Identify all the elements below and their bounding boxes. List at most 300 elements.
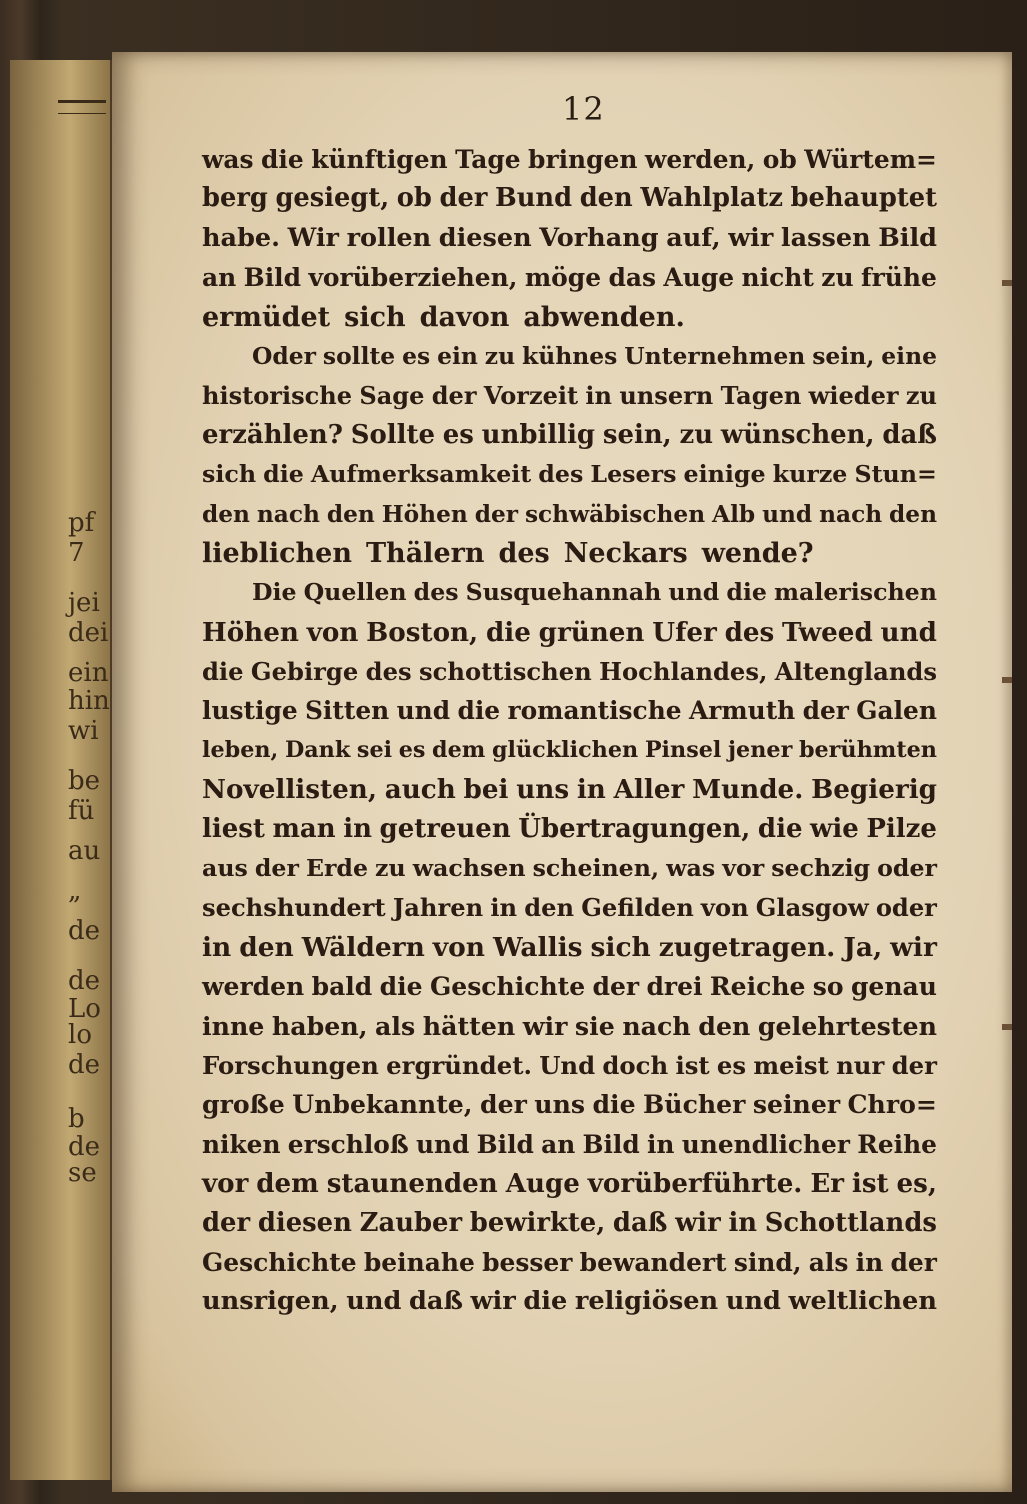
word: zu [484, 341, 516, 370]
word: die [523, 1286, 568, 1317]
word: den [326, 500, 375, 528]
word: einige [683, 460, 766, 489]
text-line [202, 967, 937, 1006]
word: der [890, 1247, 937, 1277]
word: Bild [878, 222, 937, 253]
word: den [202, 500, 250, 528]
word: Sollte [350, 419, 435, 450]
word: ob [762, 145, 797, 174]
word: bewirkte, [469, 1207, 606, 1238]
word: zu [905, 381, 937, 411]
word: sechzig [771, 854, 871, 883]
text-line [202, 652, 937, 691]
word: die [592, 1089, 636, 1120]
word: dem [432, 736, 486, 763]
word: ist [851, 1168, 889, 1200]
word: unbillig [481, 419, 596, 450]
word: nicht [741, 263, 814, 293]
word: Alb [712, 500, 756, 528]
word: berühmten [798, 736, 937, 763]
word: sechshundert [202, 893, 386, 923]
word: an [202, 263, 237, 293]
word: Bild [476, 1129, 534, 1159]
word: den [698, 1010, 751, 1041]
word: Reiche [709, 971, 806, 1002]
word: schottischen [419, 657, 592, 687]
word: zu [821, 263, 854, 293]
word: es [402, 341, 431, 370]
word: der [592, 971, 640, 1002]
word: Übertragungen, [518, 813, 751, 844]
word: wachsen [412, 854, 526, 883]
word: zu [679, 419, 714, 450]
text-line [202, 455, 937, 494]
word: von [700, 893, 749, 923]
word: niken [202, 1129, 281, 1159]
word: Boston, [366, 616, 479, 648]
word: sich [344, 301, 406, 333]
word: Auge [505, 1168, 580, 1200]
text-line [202, 849, 937, 888]
word: daß [882, 419, 937, 450]
word: der [891, 1050, 937, 1080]
word: und [725, 1286, 781, 1317]
word: scheinen, [532, 854, 660, 883]
word: vor [202, 1168, 249, 1200]
word: Novellisten, [202, 774, 377, 806]
word: des [538, 460, 584, 489]
word: meist [753, 1050, 829, 1080]
word: und [762, 500, 813, 528]
word: habe. [202, 222, 280, 253]
word: bewandert [579, 1247, 727, 1277]
text-line [202, 1046, 937, 1085]
text-line [202, 416, 937, 455]
word: Ja, [843, 931, 883, 963]
word: wünschen, [720, 419, 875, 450]
word: wie [810, 813, 859, 844]
word: bringen [528, 145, 638, 174]
word: leben, [202, 736, 279, 763]
text-line [202, 1125, 937, 1164]
previous-page-fragment: de [68, 1132, 101, 1162]
word: sein, [602, 419, 672, 450]
word: der [474, 500, 519, 528]
word: daß [612, 1207, 668, 1238]
word: des [498, 537, 550, 569]
word: hätten [422, 1010, 516, 1041]
word: Lesers [590, 460, 677, 489]
word: zu [375, 854, 406, 883]
word: historische [202, 381, 353, 411]
word: Jahren [392, 893, 484, 923]
word: nach [256, 500, 320, 528]
word: ergründet. [386, 1050, 532, 1080]
word: Höhen [202, 616, 299, 648]
previous-page-edge [10, 60, 112, 1480]
word: Unbekannte, [292, 1089, 473, 1120]
word: den [889, 500, 937, 528]
word: erschloß [287, 1129, 409, 1159]
word: in [855, 1247, 884, 1277]
word: den [239, 931, 294, 963]
word: sich [590, 931, 651, 963]
word: des [365, 657, 412, 687]
previous-page-fragment: be [68, 766, 101, 796]
word: abwenden. [523, 301, 685, 333]
word: Munde. [692, 774, 804, 806]
word: Bücher [643, 1089, 746, 1120]
word: als [375, 1010, 416, 1041]
word: in [646, 1129, 675, 1159]
text-line [202, 1204, 937, 1243]
word: Bild [582, 1129, 640, 1159]
previous-page-fragment: au [68, 836, 101, 866]
page-edge-mark [1002, 1024, 1012, 1030]
word: Oder [252, 341, 316, 370]
word: rollen [346, 222, 432, 253]
word: die [379, 971, 423, 1002]
word: und [415, 1129, 470, 1159]
word: Wahlplatz [640, 183, 783, 214]
word: an [541, 1129, 576, 1159]
text-line [202, 1007, 937, 1046]
word: sollte [322, 341, 396, 370]
word: drei [646, 971, 703, 1002]
word: lieblichen [202, 537, 352, 569]
word: Wallis [492, 931, 583, 963]
word: Erde [305, 854, 368, 883]
previous-page-fragment: se [68, 1158, 97, 1188]
word: Hochlandes, [599, 657, 768, 687]
text-line [202, 770, 937, 809]
word: eine [881, 341, 937, 370]
word: Ufer [652, 616, 717, 648]
word: es [442, 419, 474, 450]
word: behauptet [790, 183, 937, 214]
word: Gebirge [250, 657, 359, 687]
word: inne [202, 1010, 265, 1041]
word: sie [574, 1010, 615, 1041]
word: große [202, 1089, 285, 1120]
word: uns [534, 1089, 586, 1120]
word: Würtem= [804, 145, 937, 174]
text-line [202, 258, 937, 297]
word: das [608, 263, 657, 293]
word: ein [437, 341, 478, 370]
word: Sage [359, 381, 425, 411]
page-edge-mark [1002, 677, 1012, 683]
text-line [202, 928, 937, 967]
word: der [439, 183, 488, 214]
word: Aufmerksamkeit [310, 460, 532, 489]
previous-page-fragment: dei [68, 618, 109, 648]
word: Unternehmen [624, 341, 806, 370]
word: Höhen [381, 500, 468, 528]
ornament-rule [58, 100, 106, 114]
previous-page-fragment: pf [68, 508, 95, 538]
word: werden, [644, 145, 756, 174]
word: romantische [507, 696, 682, 726]
text-line [202, 179, 937, 218]
previous-page-fragment: lo [68, 1020, 92, 1050]
word: staunenden [326, 1168, 498, 1200]
word: der [431, 381, 477, 411]
word: malerischen [774, 578, 937, 607]
text-line [202, 888, 937, 927]
word: dem [256, 1168, 319, 1200]
book-page [112, 52, 1012, 1492]
word: in [585, 381, 613, 411]
word: unendlicher [681, 1129, 850, 1159]
word: ermüdet [202, 301, 331, 333]
word: Er [810, 1168, 844, 1200]
previous-page-fragment: wi [68, 716, 99, 746]
text-line [202, 1085, 937, 1124]
word: der [480, 1089, 527, 1120]
word: sind, [733, 1247, 802, 1277]
word: man [272, 813, 336, 844]
word: und [668, 578, 720, 607]
word: und [346, 1286, 402, 1317]
word: Altenglands [774, 657, 937, 687]
word: es [398, 736, 426, 763]
word: die [757, 813, 803, 844]
word: vorüberziehen, [308, 263, 518, 293]
previous-page-fragment: 7 [68, 538, 85, 568]
word: genau [850, 971, 937, 1002]
word: Chro= [847, 1089, 937, 1120]
word: daß [408, 1286, 463, 1317]
word: von [306, 616, 359, 648]
word: Glasgow [755, 893, 869, 923]
word: Bild [243, 263, 302, 293]
page-edge-mark [1002, 280, 1012, 286]
word: berg [202, 183, 268, 214]
word: Susquehannah [465, 578, 662, 607]
word: die [202, 657, 244, 687]
word: des [413, 578, 459, 607]
word: gelehrtesten [757, 1010, 937, 1041]
text-line [202, 534, 937, 573]
text-line [202, 613, 937, 652]
text-line [202, 573, 937, 612]
word: getreuen [379, 813, 511, 844]
word: uns [516, 774, 570, 806]
word: ist [675, 1050, 710, 1080]
word: in [576, 774, 606, 806]
text-line [202, 1282, 937, 1321]
word: und [396, 696, 451, 726]
page-number: 12 [562, 90, 605, 128]
word: der [802, 696, 849, 726]
word: Thälern [365, 537, 485, 569]
word: oder [877, 854, 937, 883]
word: es [716, 1050, 747, 1080]
word: die [261, 145, 304, 174]
word: haben, [271, 1010, 368, 1041]
word: Zauber [359, 1207, 463, 1238]
word: ob [396, 183, 432, 214]
text-line [202, 1243, 937, 1282]
word: was [202, 145, 254, 174]
word: Wäldern [301, 931, 425, 963]
word: wir [728, 222, 774, 253]
word: den [524, 893, 575, 923]
text-line [202, 731, 937, 770]
word: wir [890, 931, 937, 963]
word: jener [728, 736, 793, 763]
word: aus [202, 854, 248, 883]
word: religiösen [574, 1286, 719, 1317]
word: es, [896, 1168, 937, 1200]
word: sei [356, 736, 393, 763]
previous-page-fragment: de [68, 1050, 101, 1080]
word: der [202, 1207, 251, 1238]
word: Dank [284, 736, 351, 763]
text-line [202, 376, 937, 415]
word: unsern [619, 381, 714, 411]
word: die [457, 696, 501, 726]
text-line [202, 140, 937, 179]
previous-page-fragment: „ [68, 876, 82, 906]
word: lustige [202, 696, 298, 726]
word: grünen [538, 616, 645, 648]
word: Begierig [811, 774, 937, 806]
word: der [254, 854, 299, 883]
word: sich [202, 460, 257, 489]
previous-page-fragment: b [68, 1104, 85, 1134]
word: Pinsel [644, 736, 722, 763]
text-line [202, 495, 937, 534]
word: kurze [772, 460, 848, 489]
word: werden [202, 971, 305, 1002]
word: beinahe [363, 1247, 475, 1277]
word: Vorhang [539, 222, 659, 253]
word: lassen [780, 222, 871, 253]
word: Tweed [782, 616, 873, 648]
word: Wir [287, 222, 339, 253]
previous-page-fragment: Lo [68, 994, 101, 1024]
word: oder [875, 893, 937, 923]
previous-page-fragment: ein [68, 658, 109, 688]
word: Sitten [304, 696, 390, 726]
word: schwäbischen [524, 500, 706, 528]
word: bei [463, 774, 509, 806]
word: Pilze [866, 813, 937, 844]
word: Schottlands [764, 1207, 937, 1238]
word: Stun= [854, 460, 937, 489]
word: nach [819, 500, 883, 528]
word: wieder [808, 381, 899, 411]
previous-page-fragment: de [68, 966, 101, 996]
previous-page-fragment: jei [68, 588, 100, 618]
word: die [485, 616, 531, 648]
word: diesen [438, 222, 532, 253]
word: sein, [812, 341, 875, 370]
word: Geschichte [202, 1247, 357, 1277]
body-text [202, 140, 937, 1322]
word: Geschichte [429, 971, 586, 1002]
word: Reihe [857, 1129, 937, 1159]
text-line [202, 298, 937, 337]
word: von [432, 931, 486, 963]
word: vorüberführte. [587, 1168, 803, 1200]
word: Gefilden [581, 893, 694, 923]
word: frühe [860, 263, 937, 293]
word: Vorzeit [483, 381, 579, 411]
word: wende? [701, 537, 814, 569]
word: Auge [663, 263, 735, 293]
word: davon [419, 301, 510, 333]
word: Galen [856, 696, 937, 726]
word: wir [470, 1286, 516, 1317]
word: was [666, 854, 716, 883]
word: nach [622, 1010, 691, 1041]
word: diesen [257, 1207, 352, 1238]
word: Bund [495, 183, 573, 214]
word: Forschungen [202, 1050, 379, 1080]
word: die [726, 578, 767, 607]
word: glücklichen [491, 736, 639, 763]
text-line [202, 691, 937, 730]
word: Quellen [303, 578, 407, 607]
word: Aller [613, 774, 685, 806]
word: liest [202, 813, 265, 844]
word: Die [252, 578, 297, 607]
previous-page-fragment: de [68, 916, 101, 946]
text-line [202, 1164, 937, 1203]
word: in [343, 813, 372, 844]
word: gesiegt, [275, 183, 390, 214]
word: als [808, 1247, 849, 1277]
word: in [490, 893, 518, 923]
word: kühnes [522, 341, 618, 370]
word: nur [836, 1050, 885, 1080]
word: des [724, 616, 775, 648]
word: die [263, 460, 304, 489]
word: und [880, 616, 937, 648]
word: Und [539, 1050, 596, 1080]
word: unsrigen, [202, 1286, 339, 1317]
word: weltlichen [788, 1286, 937, 1317]
previous-page-fragment: hin [68, 686, 110, 716]
word: seiner [752, 1089, 841, 1120]
word: Armuth [688, 696, 796, 726]
word: bald [311, 971, 373, 1002]
word: besser [482, 1247, 573, 1277]
word: möge [524, 263, 602, 293]
word: wir [675, 1207, 721, 1238]
previous-page-fragment: fü [68, 796, 95, 826]
word: Tagen [720, 381, 802, 411]
word: künftigen [311, 145, 448, 174]
word: vor [722, 854, 765, 883]
word: wir [522, 1010, 568, 1041]
word: auch [384, 774, 456, 806]
text-line [202, 219, 937, 258]
word: den [579, 183, 633, 214]
word: zugetragen. [658, 931, 836, 963]
word: in [202, 931, 232, 963]
text-line [202, 337, 937, 376]
word: doch [602, 1050, 669, 1080]
word: Tage [455, 145, 521, 174]
word: so [812, 971, 844, 1002]
word: auf, [666, 222, 721, 253]
word: Neckars [563, 537, 688, 569]
text-line [202, 810, 937, 849]
